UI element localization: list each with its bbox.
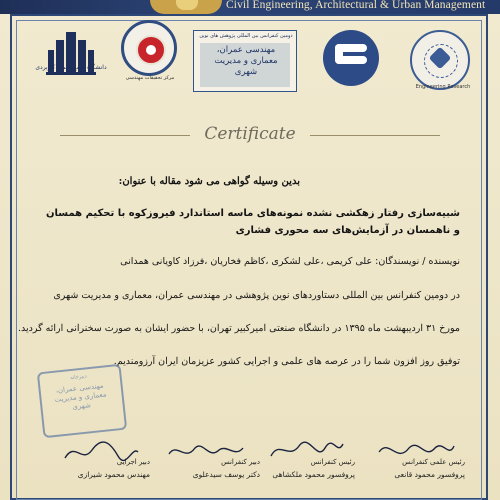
signature-2-name: دکتر یوسف سیدعلوی xyxy=(192,470,260,479)
conference-logo-main-text: مهندسی عمران، معماری و مدیریت شهری xyxy=(214,45,278,77)
signature-block-2 xyxy=(150,436,260,496)
signature-2-role: دبیر کنفرانس xyxy=(221,458,260,466)
closing-wish: توفیق روز افزون شما را در عرصه های علمی و اجرایی کشور عزیزمان ایران آرزومندیم. xyxy=(113,356,460,367)
presentation-date: مورخ ۳۱ اردیبهشت ماه ۱۳۹۵ در دانشگاه صنعتی امیرکبیر تهران، با حضور ایشان به صورت سخنرانی ارائه گردید. xyxy=(18,323,460,334)
certificate-intro: بدین وسیله گواهی می شود مقاله با عنوان: xyxy=(118,176,300,187)
signature-3-role: رئیس کنفرانس xyxy=(310,458,355,466)
conference-logo xyxy=(193,30,297,92)
signature-block-1 xyxy=(40,436,150,496)
signature-block-4 xyxy=(355,436,465,496)
signature-1-name: مهندس محمود شیرازی xyxy=(77,470,150,479)
stamp-small-text: دبیرخانه xyxy=(69,373,88,382)
conference-logo-small-text: دومین کنفرانس بین المللی پژوهش های نوین xyxy=(199,33,293,39)
conference-english-title: Civil Engineering, Architectural & Urban Management xyxy=(226,0,486,11)
stamp-text: مهندسی عمران، معماری و مدیریت شهری xyxy=(54,381,107,412)
research-seal-icon xyxy=(410,30,470,90)
signature-4-role: رئیس علمی کنفرانس xyxy=(402,458,465,466)
header-band xyxy=(0,0,500,14)
signature-block-3 xyxy=(255,436,355,496)
heading-rule-right xyxy=(310,135,440,136)
university-logo-label: دانشگاه جامع علمی کاربردی xyxy=(35,64,107,71)
university-logo-icon xyxy=(42,20,100,88)
research-center-logo-label: مرکز تحقیقات مهندسی xyxy=(125,75,175,81)
signature-3-name: پروفسور محمود ملکشاهی xyxy=(272,470,355,479)
signature-1-role: دبیر اجرایی xyxy=(116,458,150,466)
certificate-heading: Certificate xyxy=(204,124,296,144)
secretariat-stamp xyxy=(37,364,127,438)
organizer-logo-icon xyxy=(323,30,379,86)
research-center-logo-icon xyxy=(121,20,177,76)
conference-statement: در دومین کنفرانس بین المللی دستاوردهای نوین پژوهشی در مهندسی عمران، معماری و مدیریت شهری xyxy=(53,290,460,301)
signature-4-name: پروفسور محمود قانعی xyxy=(394,470,465,479)
paper-authors: نویسنده / نویسندگان: علی کریمی ،علی لشکری ،کاظم فخاریان ،فرزاد کاویانی همدانی xyxy=(120,256,460,267)
heading-rule-left xyxy=(60,135,190,136)
research-seal-label: Engineering Research xyxy=(415,84,471,90)
paper-title: شبیه‌سازی رفتار زهکشی نشده نمونه‌های ماسه استاندارد فیروزکوه با تحکیم همسان و ناهمسان در آزمایش‌های سه محوری فشاری xyxy=(45,208,460,236)
